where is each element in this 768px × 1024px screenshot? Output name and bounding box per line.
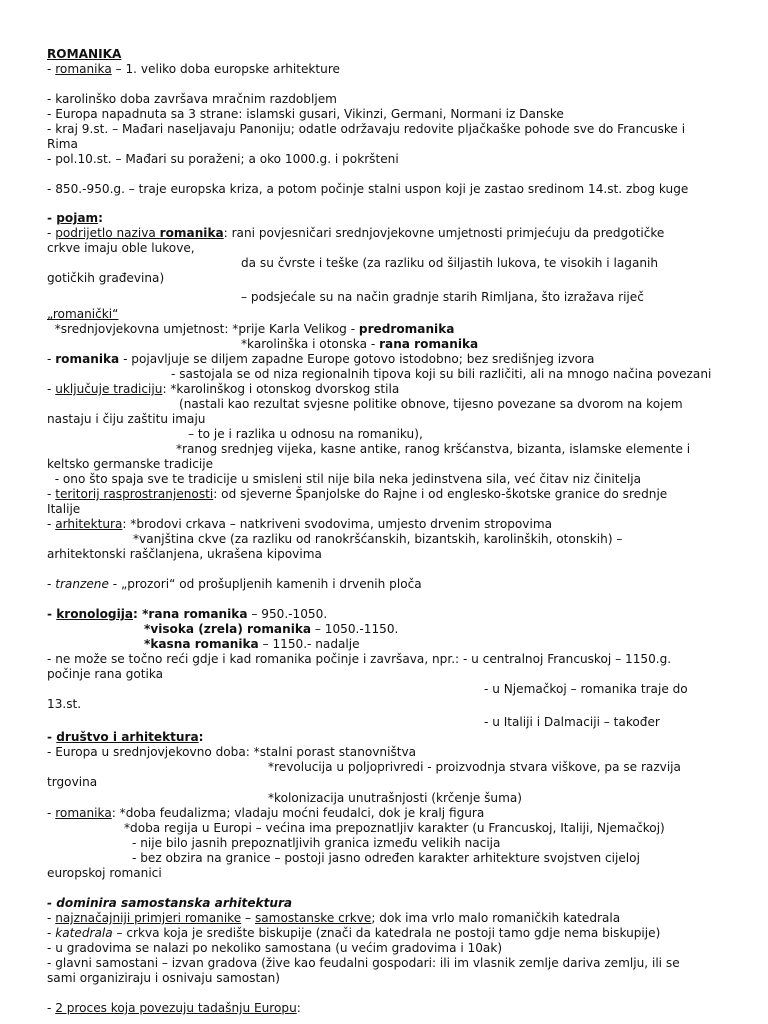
blank-line <box>47 881 737 896</box>
text-line: - romanika: *doba feudalizma; vladaju moćni feudalci, dok je kralj figura <box>47 806 485 820</box>
text-line: - bez obzira na granice – postoji jasno određen karakter arhitekture svojstven cijeloj <box>132 851 640 865</box>
text-line: *karolinška i otonska - rana romanika <box>241 337 479 351</box>
text-line: - ne može se točno reći gdje i kad romanika počinje i završava, npr.: - u centralnoj Francuskoj – 1150.g. <box>47 652 672 666</box>
text-line: - u Italiji i Dalmaciji – također <box>484 715 660 729</box>
document-title: ROMANIKA <box>47 47 122 61</box>
text-line: *kasna romanika – 1150.- nadalje <box>144 637 360 651</box>
text-line: keltsko germanske tradicije <box>47 457 214 471</box>
text-line: *kolonizacija unutrašnjosti (krčenje šuma) <box>268 791 522 805</box>
text-line: *revolucija u poljoprivredi - proizvodnja stvara viškove, pa se razvija <box>268 760 681 774</box>
text-line: - katedrala – crkva koja je središte biskupije (znači da katedrala ne postoji tamo gdje nema biskupije) <box>47 926 661 940</box>
text-line: - romanika – 1. veliko doba europske arhitekture <box>47 62 340 76</box>
text-line: *doba regija u Europi – većina ima prepoznatljiv karakter (u Francuskoj, Italiji, Njemačkoj) <box>124 821 665 835</box>
text-line: sami organiziraju i osnivaju samostan) <box>47 971 281 985</box>
text-line: „romanički“ <box>47 307 119 321</box>
text-line: - najznačajniji primjeri romanike – samostanske crkve; dok ima vrlo malo romaničkih katedrala <box>47 911 621 925</box>
section-heading-drustvo: - društvo i arhitektura: <box>47 730 204 744</box>
blank-line <box>47 197 737 212</box>
text-line: - arhitektura: *brodovi crkava – natkriveni svodovima, umjesto drvenim stropovima <box>47 517 553 531</box>
text-line: – podsjećale su na način gradnje starih Rimljana, što izražava riječ <box>241 290 644 304</box>
text-line: crkve imaju oble lukove, <box>47 241 195 255</box>
text-line: - uključuje tradiciju: *karolinškog i otonskog dvorskog stila <box>47 382 400 396</box>
text-line: - kraj 9.st. – Mađari naseljavaju Panoniju; odatle održavaju redovite pljačkaške pohode sve do Francuske i <box>47 122 686 136</box>
text-line: - podrijetlo naziva romanika: rani povjesničari srednjovjekovne umjetnosti primjećuju da predgotičke <box>47 226 665 240</box>
text-line: - 850.-950.g. – traje europska kriza, a potom počinje stalni uspon koji je zastao sredinom 14.st. zbog kuge <box>47 182 689 196</box>
text-line: počinje rana gotika <box>47 667 164 681</box>
document-page <box>47 47 737 1016</box>
text-line: - tranzene - „prozori“ od prošupljenih kamenih i drvenih ploča <box>47 577 422 591</box>
section-heading-pojam: - pojam: <box>47 211 103 225</box>
text-line: - 2 proces koja povezuju tadašnju Europu: <box>47 1001 301 1015</box>
text-line: - sastojala se od niza regionalnih tipova koji su bili različiti, ali na mnogo načina povezani <box>171 367 712 381</box>
text-line: Italije <box>47 502 81 516</box>
text-line: Rima <box>47 137 78 151</box>
text-line: - teritorij rasprostranjenosti: od sjeverne Španjolske do Rajne i od englesko-škotske granice do srednje <box>47 487 668 501</box>
blank-line <box>47 986 737 1001</box>
text-line: (nastali kao rezultat svjesne politike obnove, tijesno povezane sa dvorom na kojem <box>179 397 683 411</box>
text-line: - Europa napadnuta sa 3 strane: islamski gusari, Vikinzi, Germani, Normani iz Danske <box>47 107 564 121</box>
text-line: da su čvrste i teške (za razliku od šiljastih lukova, te visokih i laganih <box>241 256 659 270</box>
text-line: arhitektonski raščlanjena, ukrašena kipovima <box>47 547 322 561</box>
text-line: - Europa u srednjovjekovno doba: *stalni porast stanovništva <box>47 745 417 759</box>
text-line: nastaju i čiju zaštitu imaju <box>47 412 206 426</box>
text-line: gotičkih građevina) <box>47 271 165 285</box>
section-heading-kronologija: - kronologija: *rana romanika – 950.-1050. <box>47 607 328 621</box>
text-line: europskoj romanici <box>47 866 162 880</box>
text-line: - glavni samostani – izvan gradova (žive kao feudalni gospodari: ili im vlasnik zemlje dariva zemlju, ili se <box>47 956 680 970</box>
text-line: - romanika - pojavljuje se diljem zapadne Europe gotovo istodobno; bez središnjeg izvora <box>47 352 595 366</box>
text-line: - pol.10.st. – Mađari su poraženi; a oko 1000.g. i pokršteni <box>47 152 399 166</box>
text-line: *vanjština ckve (za razliku od ranokršćanskih, bizantskih, karolinških, otonskih) – <box>133 532 623 546</box>
text-line: *ranog srednjeg vijeka, kasne antike, ranog kršćanstva, bizanta, islamske elemente i <box>176 442 691 456</box>
blank-line <box>47 77 737 92</box>
text-line: - nije bilo jasnih prepoznatljivih granica između velikih nacija <box>132 836 501 850</box>
text-line: trgovina <box>47 775 98 789</box>
text-line: *srednjovjekovna umjetnost: *prije Karla Velikog - predromanika <box>47 322 455 336</box>
blank-line <box>47 592 737 607</box>
blank-line <box>47 562 737 577</box>
text-line: 13.st. <box>47 697 82 711</box>
text-line: – to je i razlika u odnosu na romaniku), <box>188 427 423 441</box>
blank-line <box>47 167 737 182</box>
text-line: - u Njemačkoj – romanika traje do <box>484 682 688 696</box>
section-heading-samostani: - dominira samostanska arhitektura <box>47 896 293 910</box>
text-line: *visoka (zrela) romanika – 1050.-1150. <box>144 622 399 636</box>
text-line: - ono što spaja sve te tradicije u smisleni stil nije bila neka jedinstvena sila, već čitav niz činitelja <box>47 472 642 486</box>
text-line: - karolinško doba završava mračnim razdobljem <box>47 92 337 106</box>
text-line: - u gradovima se nalazi po nekoliko samostana (u većim gradovima i 10ak) <box>47 941 503 955</box>
